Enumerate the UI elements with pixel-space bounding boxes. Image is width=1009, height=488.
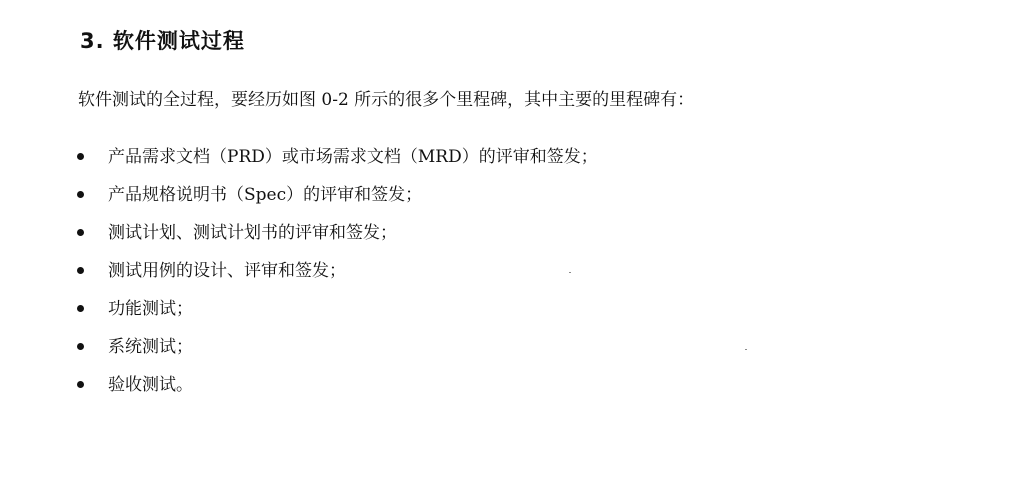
- bullet-icon: [77, 229, 84, 236]
- scan-speck: [745, 349, 747, 350]
- list-item-text: 产品需求文档（PRD）或市场需求文档（MRD）的评审和签发；: [108, 147, 598, 167]
- bullet-icon: [77, 191, 84, 198]
- bullet-icon: [77, 305, 84, 312]
- bullet-icon: [77, 381, 84, 388]
- list-item-text: 产品规格说明书（Spec）的评审和签发；: [108, 185, 423, 205]
- scan-speck: [569, 272, 571, 273]
- section-heading: 3. 软件测试过程: [80, 29, 245, 53]
- bullet-icon: [77, 267, 84, 274]
- intro-paragraph: 软件测试的全过程，要经历如图 0-2 所示的很多个里程碑，其中主要的里程碑有：: [78, 90, 695, 110]
- list-item-text: 测试用例的设计、评审和签发；: [108, 261, 346, 281]
- bullet-icon: [77, 343, 84, 350]
- list-item-text: 验收测试。: [108, 375, 193, 395]
- bullet-icon: [77, 153, 84, 160]
- list-item-text: 系统测试；: [108, 337, 193, 357]
- list-item-text: 功能测试；: [108, 299, 193, 319]
- list-item-text: 测试计划、测试计划书的评审和签发；: [108, 223, 397, 243]
